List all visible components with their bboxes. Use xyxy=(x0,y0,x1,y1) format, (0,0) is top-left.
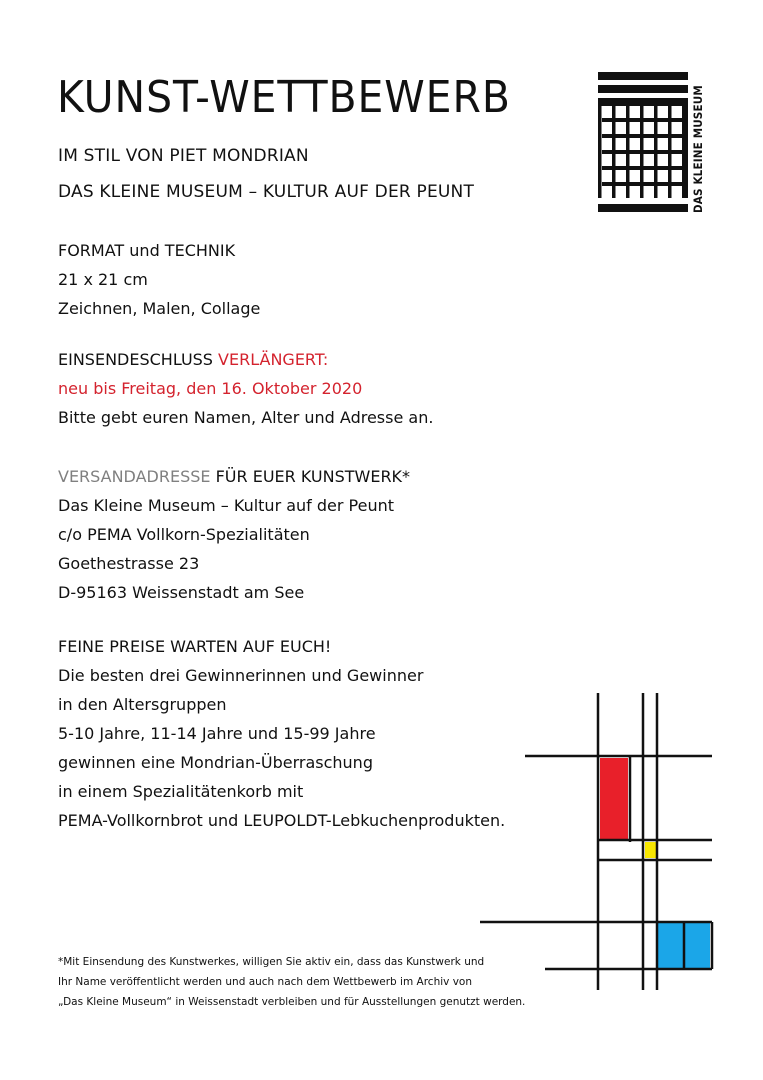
mondrian-composition xyxy=(470,690,715,990)
prizes-line: Die besten drei Gewinnerinnen und Gewinner xyxy=(58,666,424,685)
deadline-note: Bitte gebt euren Namen, Alter und Adresse an. xyxy=(58,408,434,427)
address-heading-grey: VERSANDADRESSE xyxy=(58,467,211,486)
deadline-date: neu bis Freitag, den 16. Oktober 2020 xyxy=(58,379,363,398)
footnote-line: *Mit Einsendung des Kunstwerkes, willigen Sie aktiv ein, dass das Kunstwerk und xyxy=(58,956,485,968)
format-technique: Zeichnen, Malen, Collage xyxy=(58,299,261,318)
address-line: D-95163 Weissenstadt am See xyxy=(58,583,305,602)
footnote-line: „Das Kleine Museum“ in Weissenstadt verbleiben und für Ausstellungen genutzt werden. xyxy=(58,996,526,1008)
page-title: KUNST-WETTBEWERB xyxy=(57,72,511,123)
subtitle-organizer: DAS KLEINE MUSEUM – KULTUR AUF DER PEUNT xyxy=(58,182,475,202)
address-line: c/o PEMA Vollkorn-Spezialitäten xyxy=(58,525,310,544)
mondrian-red-block xyxy=(600,758,628,839)
deadline-section xyxy=(58,345,433,432)
logo-wordmark: DAS KLEINE MUSEUM xyxy=(691,85,705,213)
prizes-line: in einem Spezialitätenkorb mit xyxy=(58,782,304,801)
address-section xyxy=(58,462,410,607)
format-section xyxy=(58,236,260,323)
prizes-section xyxy=(58,632,505,835)
prizes-heading: FEINE PREISE WARTEN AUF EUCH! xyxy=(58,637,332,656)
address-heading-rest: FÜR EUER KUNSTWERK* xyxy=(210,467,411,486)
prizes-line: PEMA-Vollkornbrot und LEUPOLDT-Lebkuchenprodukten. xyxy=(58,811,506,830)
address-heading xyxy=(58,462,410,491)
format-heading: FORMAT und TECHNIK xyxy=(58,241,236,260)
deadline-extended-label: VERLÄNGERT: xyxy=(218,350,329,369)
address-line: Das Kleine Museum – Kultur auf der Peunt xyxy=(58,496,395,515)
mondrian-yellow-block xyxy=(645,842,657,858)
deadline-label: EINSENDESCHLUSS xyxy=(58,350,219,369)
format-size: 21 x 21 cm xyxy=(58,270,148,289)
subtitle-style: IM STIL VON PIET MONDRIAN xyxy=(58,146,309,166)
deadline-heading xyxy=(58,345,433,374)
address-line: Goethestrasse 23 xyxy=(58,554,200,573)
prizes-line: in den Altersgruppen xyxy=(58,695,227,714)
footnote-line: Ihr Name veröffentlicht werden und auch nach dem Wettbewerb im Archiv von xyxy=(58,976,472,988)
museum-columns-icon xyxy=(598,72,694,212)
footnote xyxy=(58,952,525,1012)
prizes-line: 5-10 Jahre, 11-14 Jahre und 15-99 Jahre xyxy=(58,724,376,743)
prizes-line: gewinnen eine Mondrian-Überraschung xyxy=(58,753,373,772)
